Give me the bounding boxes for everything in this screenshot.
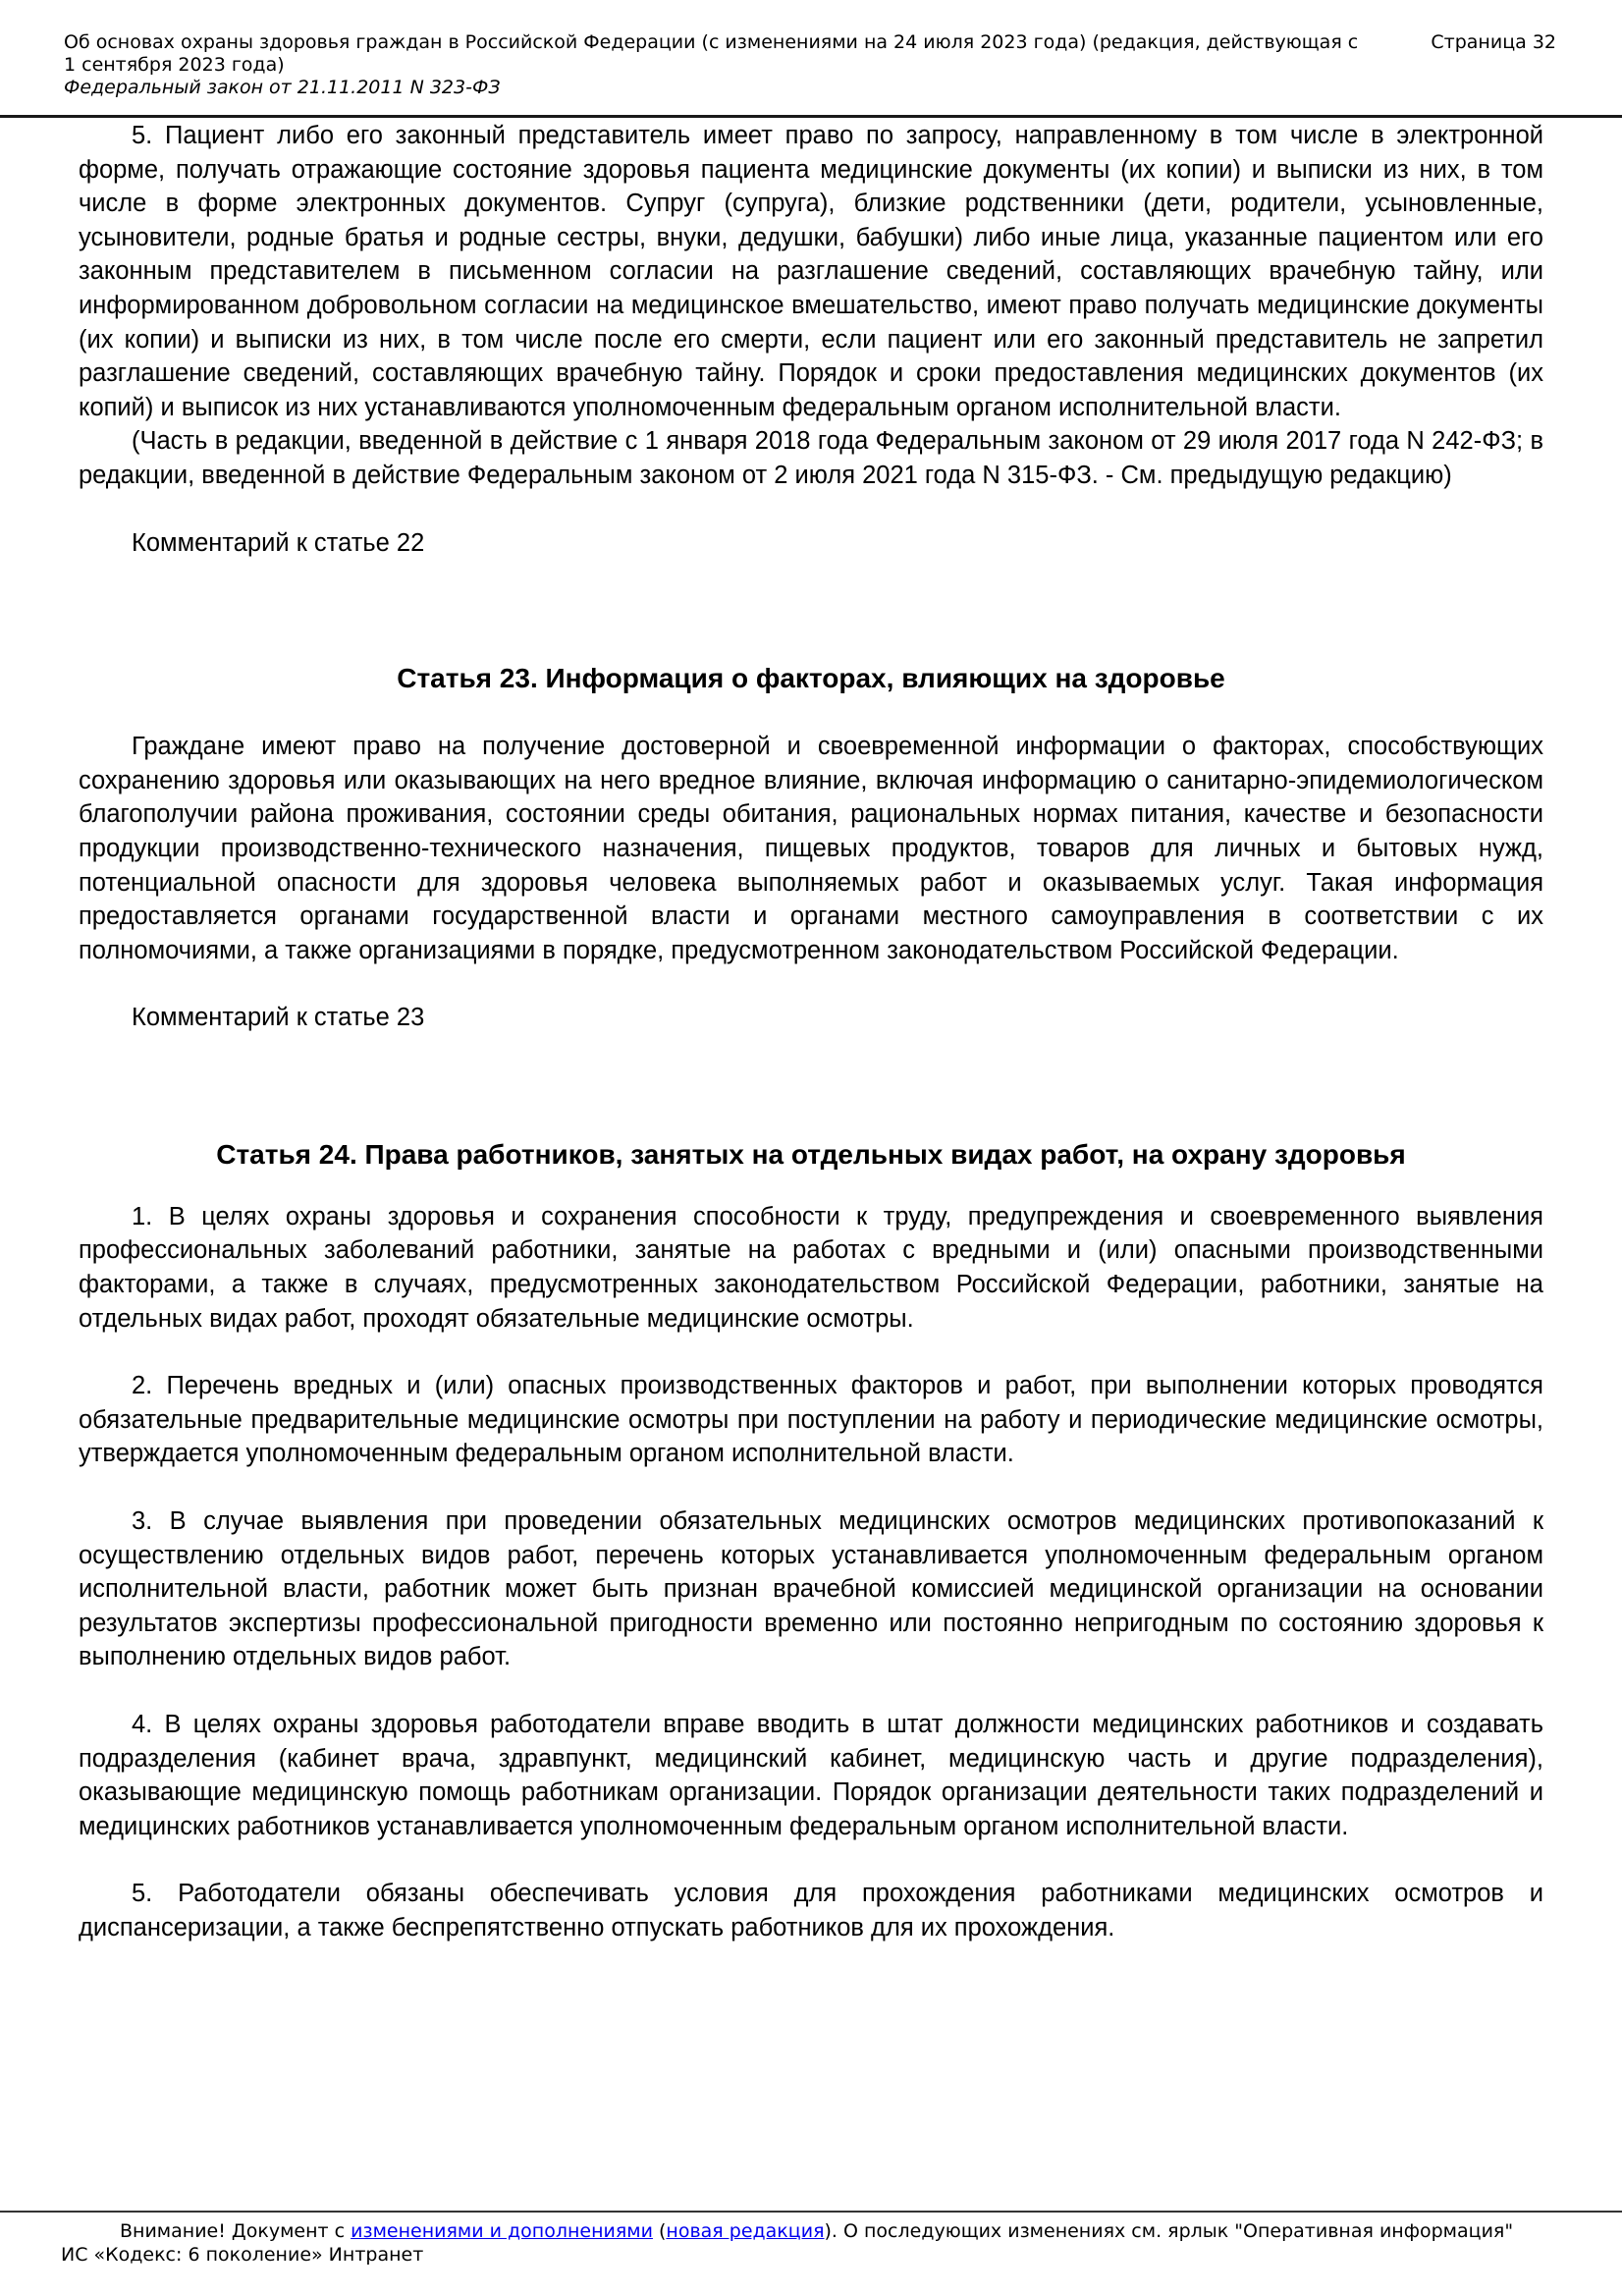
footer-paren: ( <box>652 2220 667 2242</box>
article24-paragraph-3: 3. В случае выявления при проведении обязательных медицинских осмотров медицинских противопоказаний к осуществлению отдельных видов работ, перечень которых устанавливается уполномоченным федеральным органом исполнительной власти, работник может быть признан врачебной комиссией медицинской организации на основании результатов экспертизы профессиональной пригодности временно или постоянно непригодным по состоянию здоровья к выполнению отдельных видов работ. <box>79 1507 1543 1671</box>
article23-paragraph: Граждане имеют право на получение достоверной и своевременной информации о факторах, способствующих сохранению здоровья или оказывающих на него вредное влияние, включая информацию о санитарно-эпидемиологическом благополучии района проживания, состоянии среды обитания, рациональных нормах питания, качестве и безопасности продукции производственно-технического назначения, пищевых продуктов, товаров для личных и бытовых нужд, потенциальной опасности для здоровья человека выполняемых работ и оказываемых услуг. Такая информация предоставляется органами государственной власти и органами местного самоуправления в соответствии с их полномочиями, а также организациями в порядке, предусмотренном законодательством Российской Федерации. <box>79 733 1543 964</box>
article24-paragraph-5: 5. Работодатели обязаны обеспечивать условия для прохождения работниками медицинских осмотров и диспансеризации, а также беспрепятственно отпускать работников для их прохождения. <box>79 1880 1543 1941</box>
article24-paragraph-4: 4. В целях охраны здоровья работодатели вправе вводить в штат должности медицинских работников и создавать подразделения (кабинет врача, здравпункт, медицинский кабинет, медицинскую часть и другие подразделения), оказывающие медицинскую помощь работникам организации. Порядок организации деятельности таких подразделений и медицинских работников устанавливается уполномоченным федеральным органом исполнительной власти. <box>79 1711 1543 1840</box>
article24-title: Статья 24. Права работников, занятых на отдельных видах работ, на охрану здоровья <box>216 1138 1406 1170</box>
spacer <box>79 1035 1543 1137</box>
comment-link-article22[interactable]: Комментарий к статье 22 <box>132 528 425 557</box>
new-edition-link[interactable]: новая редакция <box>666 2220 825 2242</box>
header-divider <box>0 115 1622 118</box>
document-body <box>79 119 1543 1945</box>
spacer <box>79 493 1543 526</box>
article24-paragraph-1: 1. В целях охраны здоровья и сохранения способности к труду, предупреждения и своевременного выявления профессиональных заболеваний работники, занятые на работах с вредными и (или) опасными производственными факторами, а также в случаях, предусмотренных законодательством Российской Федерации, работники, занятые на отдельных видах работ, проходят обязательные медицинские осмотры. <box>79 1202 1543 1333</box>
changes-link[interactable]: изменениями и дополнениями <box>351 2220 653 2242</box>
page-number: Страница 32 <box>1431 31 1556 53</box>
spacer <box>79 560 1543 661</box>
spacer <box>79 1336 1543 1369</box>
footer-notice-suffix: ). О последующих изменениях см. ярлык "Оперативная информация" <box>824 2220 1514 2242</box>
article22-edition-note: (Часть в редакции, введенной в действие с 1 января 2018 года Федеральным законом от 29 июля 2017 года N 242-ФЗ; в редакции, введенной в действие Федеральным законом от 2 июля 2021 года N 315-ФЗ. - См. предыдущую редакцию) <box>79 427 1543 489</box>
article22-paragraph5: 5. Пациент либо его законный представитель имеет право по запросу, направленному в том числе в электронной форме, получать отражающие состояние здоровья пациента медицинские документы (их копии) и выписки из них, в том числе в форме электронных документов. Супруг (супруга), близкие родственники (дети, родители, усыновленные, усыновители, родные братья и родные сестры, внуки, дедушки, бабушки) либо иные лица, указанные пациентом или его законным представителем в письменном согласии на разглашение сведений, составляющих врачебную тайну, или информированном добровольном согласии на медицинское вмешательство, имеют право получать медицинские документы (их копии) и выписки из них, в том числе после его смерти, если пациент или его законный представитель не запретил разглашение сведений, составляющих врачебную тайну. Порядок и сроки предоставления медицинских документов (их копий) и выписок из них устанавливаются уполномоченным федеральным органом исполнительной власти. <box>79 122 1543 421</box>
spacer <box>79 967 1543 1001</box>
page-header <box>64 31 1556 99</box>
document-title: Об основах охраны здоровья граждан в Российской Федерации (с изменениями на 24 июля 2023 года) (редакция, действующая с 1 сентября 2023 года) <box>64 31 1359 76</box>
page-footer <box>61 2219 1593 2267</box>
spacer <box>79 1674 1543 1708</box>
article23-title: Статья 23. Информация о факторах, влияющих на здоровье <box>397 663 1225 694</box>
footer-divider <box>0 2211 1622 2213</box>
law-reference: Федеральный закон от 21.11.2011 N 323-ФЗ <box>64 77 501 98</box>
footer-notice-prefix: Внимание! Документ с <box>120 2220 351 2242</box>
comment-link-article23[interactable]: Комментарий к статье 23 <box>132 1004 425 1032</box>
spacer <box>79 1843 1543 1877</box>
system-name: ИС «Кодекс: 6 поколение» Интранет <box>61 2244 424 2266</box>
spacer <box>79 1173 1543 1200</box>
spacer <box>79 1471 1543 1504</box>
footer-notice <box>61 2219 1593 2243</box>
spacer <box>79 696 1543 730</box>
article24-paragraph-2: 2. Перечень вредных и (или) опасных производственных факторов и работ, при выполнении которых проводятся обязательные предварительные медицинские осмотры при поступлении на работу и периодические медицинские осмотры, утверждается уполномоченным федеральным органом исполнительной власти. <box>79 1372 1543 1468</box>
